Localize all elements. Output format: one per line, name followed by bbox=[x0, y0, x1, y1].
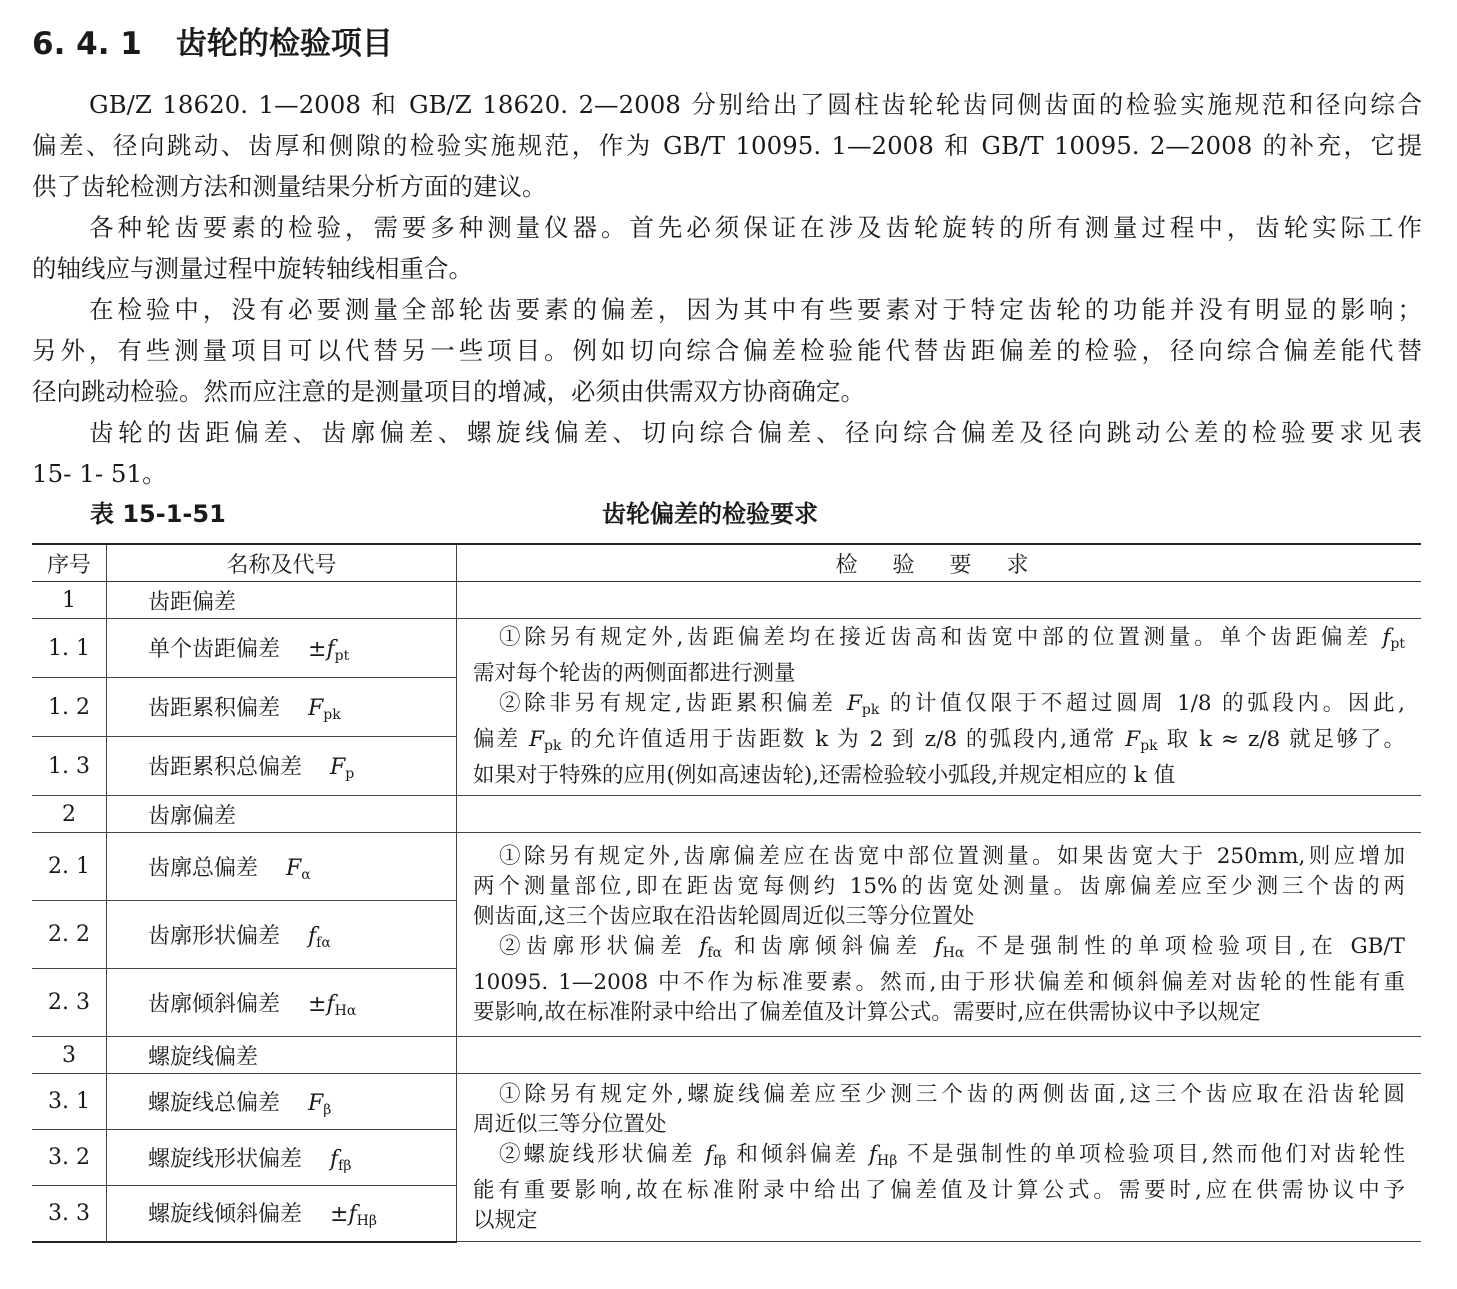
symbol-letter: f bbox=[1382, 625, 1391, 650]
row-name bbox=[107, 901, 457, 969]
requirement-text: 取 k ≈ z/8 就足够了。 bbox=[1157, 727, 1406, 752]
symbol-letter: f bbox=[348, 1202, 357, 1228]
row-name bbox=[107, 1130, 457, 1186]
row-number: 1. 3 bbox=[32, 737, 107, 796]
symbol-subscript: fα bbox=[707, 944, 723, 961]
symbol-subscript: Hβ bbox=[356, 1213, 377, 1230]
table-row bbox=[32, 619, 1421, 678]
paragraph-line: 另外，有些测量项目可以代替另一些项目。例如切向综合偏差检验能代替齿距偏差的检验，径向综合偏差能代替 bbox=[32, 336, 1422, 365]
row-number: 3 bbox=[32, 1037, 107, 1074]
requirement-text: ②螺旋线形状偏差 bbox=[499, 1141, 706, 1167]
plus-minus-sign: ± bbox=[330, 1202, 349, 1228]
table-row bbox=[32, 833, 1421, 901]
row-number: 2 bbox=[32, 796, 107, 833]
row-requirement-empty bbox=[457, 1037, 1422, 1074]
table-group-row bbox=[32, 796, 1421, 833]
symbol-subscript: pk bbox=[861, 702, 880, 718]
row-name bbox=[107, 833, 457, 901]
row-name: 齿距偏差 bbox=[107, 582, 457, 619]
requirement-text: 能有重要影响,故在标准附录中给出了偏差值及计算公式。需要时,应在供需协议中予 bbox=[473, 1177, 1405, 1203]
symbol-subscript: pt bbox=[334, 648, 350, 664]
symbol-subscript: pk bbox=[1140, 738, 1158, 754]
paragraph-line: 在检验中，没有必要测量全部轮齿要素的偏差，因为其中有些要素对于特定齿轮的功能并没有明显的影响； bbox=[89, 295, 1422, 324]
deviation-name: 螺旋线倾斜偏差 bbox=[148, 1202, 303, 1228]
row-number: 3. 2 bbox=[32, 1130, 107, 1186]
row-name bbox=[107, 678, 457, 737]
row-number: 2. 2 bbox=[32, 901, 107, 969]
deviation-symbol bbox=[308, 696, 341, 721]
header-name: 名称及代号 bbox=[107, 544, 457, 582]
symbol-subscript: α bbox=[301, 866, 311, 883]
requirement-text: 侧齿面,这三个齿应取在沿齿轮圆周近似三等分位置处 bbox=[473, 903, 975, 929]
inspection-requirement bbox=[457, 619, 1422, 796]
symbol-subscript: Hα bbox=[334, 1002, 357, 1019]
row-number: 2. 3 bbox=[32, 969, 107, 1037]
deviation-name: 齿廓总偏差 bbox=[148, 855, 259, 881]
symbol-letter: F bbox=[308, 1090, 324, 1116]
requirement-text: 的计值仅限于不超过圆周 1/8 的弧段内。因此, bbox=[879, 691, 1405, 716]
plus-minus-sign: ± bbox=[308, 991, 327, 1017]
symbol-letter: f bbox=[330, 1146, 339, 1172]
symbol-subscript: Hβ bbox=[877, 1152, 898, 1169]
header-requirements: 检 验 要 求 bbox=[457, 544, 1422, 582]
symbol-subscript: β bbox=[323, 1101, 332, 1118]
requirement-line bbox=[473, 1176, 1405, 1206]
table-header-row bbox=[32, 544, 1421, 582]
deviation-symbol bbox=[286, 856, 311, 881]
requirement-line bbox=[473, 623, 1405, 659]
deviation-symbol bbox=[330, 755, 354, 780]
deviation-name: 齿廓形状偏差 bbox=[148, 923, 281, 949]
symbol-subscript: p bbox=[345, 766, 355, 782]
requirement-text: 偏差 bbox=[473, 727, 530, 752]
row-number: 3. 3 bbox=[32, 1186, 107, 1242]
requirement-line bbox=[473, 842, 1405, 872]
table-group-row bbox=[32, 1037, 1421, 1074]
paragraph bbox=[32, 84, 1422, 207]
paragraph-line: 供了齿轮检测方法和测量结果分析方面的建议。 bbox=[32, 172, 547, 201]
paragraph bbox=[32, 412, 1422, 494]
table-group-row bbox=[32, 582, 1421, 619]
requirement-line bbox=[473, 872, 1405, 902]
symbol-letter: f bbox=[326, 637, 335, 662]
row-number: 1 bbox=[32, 582, 107, 619]
symbol-letter: F bbox=[330, 755, 346, 780]
deviation-symbol bbox=[308, 992, 356, 1017]
requirement-line bbox=[473, 1140, 1405, 1176]
table-title: 齿轮偏差的检验要求 bbox=[602, 500, 818, 528]
symbol-letter: F bbox=[529, 727, 545, 752]
symbol-subscript: fβ bbox=[713, 1152, 727, 1169]
requirement-text: 不是强制性的单项检验项目,在 GB/T bbox=[964, 933, 1406, 959]
requirement-text: ①除另有规定外,齿距偏差均在接近齿高和齿宽中部的位置测量。单个齿距偏差 bbox=[499, 625, 1383, 650]
requirement-text: 和齿廓倾斜偏差 bbox=[722, 933, 935, 959]
requirement-line bbox=[473, 932, 1405, 968]
deviation-symbol bbox=[308, 1091, 331, 1116]
paragraph-line: 的轴线应与测量过程中旋转轴线相重合。 bbox=[32, 254, 473, 283]
symbol-subscript: Hα bbox=[942, 944, 965, 961]
paragraph-line: GB/Z 18620. 1—2008 和 GB/Z 18620. 2—2008 分别给出了圆柱齿轮轮齿同侧齿面的检验实施规范和径向综合 bbox=[89, 90, 1422, 119]
requirement-line bbox=[473, 1206, 1405, 1236]
paragraph-line: 齿轮的齿距偏差、齿廓偏差、螺旋线偏差、切向综合偏差、径向综合偏差及径向跳动公差的检验要求见表 bbox=[89, 418, 1422, 447]
requirement-line bbox=[473, 902, 1405, 932]
paragraph-line: 偏差、径向跳动、齿厚和侧隙的检验实施规范，作为 GB/T 10095. 1—2008 和 GB/T 10095. 2—2008 的补充，它提 bbox=[32, 131, 1422, 160]
deviation-symbol bbox=[308, 924, 331, 949]
paragraph bbox=[32, 207, 1422, 289]
symbol-letter: f bbox=[934, 933, 943, 959]
symbol-letter: f bbox=[699, 933, 708, 959]
requirement-text: ①除另有规定外,螺旋线偏差应至少测三个齿的两侧齿面,这三个齿应取在沿齿轮圆 bbox=[499, 1081, 1405, 1107]
section-heading bbox=[32, 24, 393, 64]
inspection-requirement bbox=[457, 1074, 1422, 1242]
plus-minus-sign: ± bbox=[308, 637, 327, 662]
symbol-subscript: pk bbox=[323, 707, 341, 723]
row-number: 1. 1 bbox=[32, 619, 107, 678]
symbol-letter: F bbox=[846, 691, 862, 716]
section-number: 6. 4. 1 bbox=[32, 26, 142, 62]
row-requirement-empty bbox=[457, 796, 1422, 833]
paragraph-line: 径向跳动检验。然而应注意的是测量项目的增减，必须由供需双方协商确定。 bbox=[32, 377, 865, 406]
symbol-subscript: pk bbox=[544, 738, 562, 754]
deviation-name: 螺旋线形状偏差 bbox=[148, 1146, 303, 1172]
row-number: 3. 1 bbox=[32, 1074, 107, 1130]
deviation-name: 螺旋线总偏差 bbox=[148, 1090, 281, 1116]
row-name bbox=[107, 619, 457, 678]
requirement-line bbox=[473, 761, 1405, 791]
symbol-letter: f bbox=[869, 1141, 878, 1167]
symbol-letter: f bbox=[705, 1141, 714, 1167]
table-row bbox=[32, 1074, 1421, 1130]
requirement-text: ②齿廓形状偏差 bbox=[499, 933, 700, 959]
requirement-text: 需对每个轮齿的两侧面都进行测量 bbox=[473, 661, 796, 686]
requirement-line bbox=[473, 659, 1405, 689]
requirement-line bbox=[473, 1110, 1405, 1140]
deviation-symbol bbox=[308, 637, 349, 662]
paragraph-line: 15- 1- 51。 bbox=[32, 459, 167, 488]
row-name: 齿廓偏差 bbox=[107, 796, 457, 833]
row-name bbox=[107, 1186, 457, 1242]
row-name bbox=[107, 1074, 457, 1130]
deviation-symbol bbox=[330, 1147, 351, 1172]
symbol-subscript: fα bbox=[316, 934, 331, 951]
requirement-line bbox=[473, 1080, 1405, 1110]
section-title: 齿轮的检验项目 bbox=[175, 26, 393, 62]
inspection-requirement bbox=[457, 833, 1422, 1037]
deviation-name: 齿距累积总偏差 bbox=[148, 755, 303, 780]
requirement-line bbox=[473, 725, 1405, 761]
row-name bbox=[107, 737, 457, 796]
deviation-name: 单个齿距偏差 bbox=[148, 637, 281, 662]
body-text bbox=[32, 84, 1422, 494]
requirement-text: 10095. 1—2008 中不作为标准要素。然而,由于形状偏差和倾斜偏差对齿轮的性能有重 bbox=[473, 969, 1405, 995]
symbol-subscript: pt bbox=[1390, 636, 1405, 652]
symbol-letter: F bbox=[308, 696, 324, 721]
requirement-text: ②除非另有规定,齿距累积偏差 bbox=[499, 691, 847, 716]
row-name: 螺旋线偏差 bbox=[107, 1037, 457, 1074]
row-requirement-empty bbox=[457, 582, 1422, 619]
symbol-letter: f bbox=[308, 923, 317, 949]
deviation-symbol bbox=[330, 1202, 377, 1230]
requirement-text: 两个测量部位,即在距齿宽每侧约 15%的齿宽处测量。齿廓偏差应至少测三个齿的两 bbox=[473, 873, 1405, 899]
row-name bbox=[107, 969, 457, 1037]
symbol-letter: F bbox=[1125, 727, 1141, 752]
deviation-name: 齿距累积偏差 bbox=[148, 696, 281, 721]
requirement-line bbox=[473, 968, 1405, 998]
symbol-letter: f bbox=[326, 991, 335, 1017]
requirement-text: 周近似三等分位置处 bbox=[473, 1111, 667, 1137]
symbol-letter: F bbox=[286, 855, 302, 881]
deviation-name: 齿廓倾斜偏差 bbox=[148, 991, 281, 1017]
requirement-text: 如果对于特殊的应用(例如高速齿轮),还需检验较小弧段,并规定相应的 k 值 bbox=[473, 763, 1176, 788]
requirement-line bbox=[473, 689, 1405, 725]
requirement-text: 和倾斜偏差 bbox=[726, 1141, 870, 1167]
row-number: 1. 2 bbox=[32, 678, 107, 737]
requirement-text: 要影响,故在标准附录中给出了偏差值及计算公式。需要时,应在供需协议中予以规定 bbox=[473, 999, 1261, 1025]
header-no: 序号 bbox=[32, 544, 107, 582]
paragraph bbox=[32, 289, 1422, 412]
requirement-text: ①除另有规定外,齿廓偏差应在齿宽中部位置测量。如果齿宽大于 250mm,则应增加 bbox=[499, 843, 1405, 869]
paragraph-line: 各种轮齿要素的检验，需要多种测量仪器。首先必须保证在涉及齿轮旋转的所有测量过程中，齿轮实际工作 bbox=[89, 213, 1422, 242]
symbol-subscript: fβ bbox=[338, 1157, 352, 1174]
requirement-line bbox=[473, 998, 1405, 1028]
requirement-text: 以规定 bbox=[473, 1207, 538, 1233]
requirement-text: 不是强制性的单项检验项目,然而他们对齿轮性 bbox=[897, 1141, 1406, 1167]
requirement-text: 的允许值适用于齿距数 k 为 2 到 z/8 的弧段内,通常 bbox=[561, 727, 1126, 752]
row-number: 2. 1 bbox=[32, 833, 107, 901]
inspection-requirements-table bbox=[32, 543, 1421, 1243]
table-number: 表 15-1-51 bbox=[90, 500, 226, 528]
